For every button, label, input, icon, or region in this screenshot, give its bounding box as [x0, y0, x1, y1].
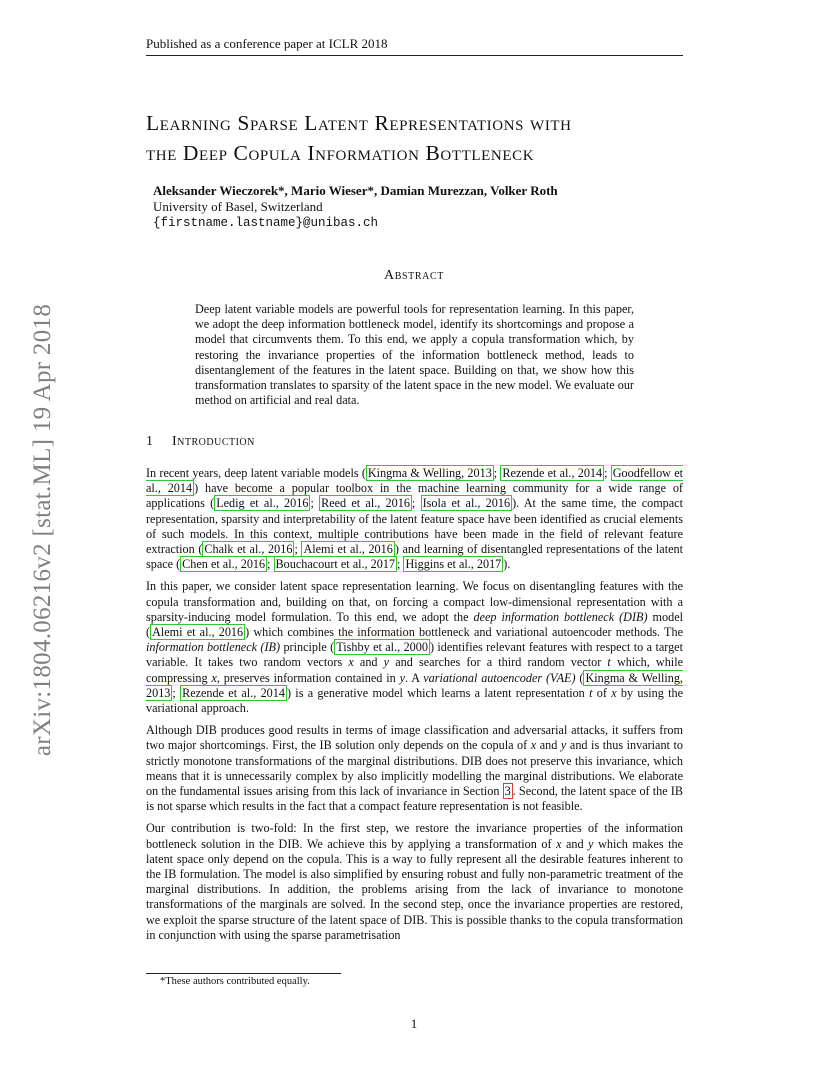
math-variable: y [560, 738, 567, 753]
section-reference-link[interactable]: 3 [504, 784, 511, 799]
separator: ; [411, 496, 421, 511]
text-span: . A [405, 670, 424, 685]
header-rule [146, 55, 683, 56]
title-line-2: the Deep Copula Information Bottleneck [146, 141, 535, 165]
text-span: and [353, 655, 384, 670]
text-span: and searches for a third random vector [389, 655, 608, 670]
math-variable: x [211, 670, 217, 685]
abstract-text: Deep latent variable models are powerful tools for representation learning. In this paper, we adopt the deep information bottleneck model, identify its shortcomings and propose a model that circumvents them. To this end, we apply a copula transformation which, by restoring the invariance properties of the information bottleneck method, leads to disentanglement of the features in the latent space. Building on that, we show how this transformation translates to sparsity of the latent space in the new model. We evaluate our method on artificial and real data. [195, 302, 634, 408]
separator: ; [310, 496, 320, 511]
italic-term: deep information bottleneck (DIB) [473, 609, 648, 624]
citation-link[interactable]: Kingma & Welling, 2013 [367, 466, 492, 480]
text-span: ). [503, 557, 511, 572]
paragraph-3 [146, 723, 683, 814]
author-email: {firstname.lastname}@unibas.ch [153, 216, 379, 230]
text-span: ) have become a popular toolbox in the machine learning community for a wide range of applications ( [146, 481, 683, 511]
text-span: , preserves information contained in [216, 670, 400, 685]
citation-link[interactable]: Bouchacourt et al., 2017 [275, 557, 396, 572]
text-span: of [592, 685, 612, 700]
body-text [146, 466, 683, 950]
citation-link[interactable]: Goodfellow et al., 2014 [146, 466, 683, 496]
citation-link[interactable]: Alemi et al., 2016 [152, 625, 244, 640]
section-heading [146, 434, 255, 450]
text-span: In recent years, deep latent variable models ( [146, 466, 366, 480]
text-span: ). At the same time, the compact representation, sparsity and interpretability of the latent feature space have been identified as crucial elements of such models. In this context, multiple contributions have been made in the field of relevant feature extraction ( [146, 496, 683, 557]
separator: ; [267, 557, 274, 572]
section-title: Introduction [172, 434, 255, 449]
text-span: ( [575, 670, 584, 685]
text-span: and [536, 738, 561, 753]
paper-title [146, 108, 706, 168]
citation-link[interactable]: Chen et al., 2016 [182, 557, 266, 572]
math-variable: t [589, 685, 593, 700]
text-span: ) which combines the information bottleneck and variational autoencoder methods. The [245, 625, 683, 640]
separator: ; [397, 557, 404, 572]
math-variable: x [348, 655, 354, 670]
citation-link[interactable]: Tishby et al., 2000 [336, 640, 428, 655]
text-span: . Second, the latent space of the IB is not sparse which results in the fact that a compact feature representation is not feasible. [146, 784, 683, 814]
citation-link[interactable]: Ledig et al., 2016 [216, 496, 309, 511]
text-span: ) and learning of disentangled representations of the latent space ( [146, 542, 683, 572]
section-number: 1 [146, 434, 154, 449]
math-variable: y [399, 670, 405, 685]
citation-link[interactable]: Chalk et al., 2016 [204, 542, 293, 557]
separator: ; [493, 466, 501, 480]
footnote: *These authors contributed equally. [160, 976, 310, 987]
text-span: Our contribution is two-fold: In the first step, we restore the invariance properties of the information bottleneck solution in the DIB. We achieve this by applying a transformation of [146, 821, 683, 851]
text-span: by using the variational approach. [146, 685, 684, 716]
text-span: In this paper, we consider latent space representation learning. We focus on disentangling features with the copula transformation and, building on that, on forcing a compact low-dimensional representation with a sparsity-inducing model formulation. To this end, we adopt the [146, 579, 683, 624]
paragraph-4 [146, 821, 683, 943]
text-span: Although DIB produces good results in terms of image classification and adversarial attacks, it suffers from two major shortcomings. First, the IB solution only depends on the copula of [146, 723, 683, 753]
separator: ; [294, 542, 302, 557]
math-variable: y [383, 655, 390, 670]
math-variable: y [588, 836, 594, 851]
text-span: principle ( [280, 640, 335, 655]
text-span: and [561, 836, 589, 851]
page-number: 1 [410, 1016, 418, 1031]
citation-link[interactable]: Reed et al., 2016 [321, 496, 410, 511]
citation-link[interactable]: Kingma & Welling, 2013 [146, 670, 683, 700]
citation-link[interactable]: Alemi et al., 2016 [303, 542, 393, 557]
citation-link[interactable]: Isola et al., 2016 [422, 496, 511, 511]
running-header: Published as a conference paper at ICLR 2018 [146, 36, 388, 51]
math-variable: x [556, 836, 562, 851]
paragraph-2 [146, 579, 683, 716]
separator: ; [604, 466, 611, 480]
italic-term: variational autoencoder (VAE) [423, 670, 576, 685]
citation-link[interactable]: Rezende et al., 2014 [502, 466, 603, 480]
abstract-heading: Abstract [384, 268, 444, 283]
footnote-rule [146, 973, 341, 974]
text-span: which makes the latent space only depend on the copula. This is a way to fully represent all the desirable features inherent to the IB formulation. The model is also simplified by ensuring robust and fully non-parametric treatment of the marginal distributions. In addition, the problems arising from the lack of invariance to monotone transformations of the marginals are solved. In the second step, once the invariance properties are restored, we exploit the sparse structure of the latent space of DIB. This is possible thanks to the copula transformation in conjunction with using the sparse parametrisation [146, 836, 683, 942]
citation-link[interactable]: Rezende et al., 2014 [182, 685, 285, 700]
author-affiliation: University of Basel, Switzerland [153, 199, 323, 214]
math-variable: x [611, 685, 617, 700]
citation-link[interactable]: Higgins et al., 2017 [405, 557, 502, 572]
author-block [153, 183, 558, 231]
separator: ; [172, 685, 181, 700]
author-names: Aleksander Wieczorek*, Mario Wieser*, Damian Murezzan, Volker Roth [153, 183, 558, 198]
text-span: model ( [146, 609, 684, 640]
text-span: which, while compressing [146, 655, 683, 685]
math-variable: t [607, 655, 611, 670]
text-span: ) identifies relevant features with respect to a target variable. It takes two random vectors [146, 640, 683, 670]
math-variable: x [530, 738, 537, 753]
title-line-1: Learning Sparse Latent Representations with [146, 111, 572, 135]
arxiv-identifier: arXiv:1804.06216v2 [stat.ML] 19 Apr 2018 [29, 303, 56, 757]
text-span: and is thus invariant to strictly monotone transformations of the marginal distributions. DIB does not preserve this invariance, which means that it is unnecessarily complex by also implicitly modelling the marginal distributions. We elaborate on the fundamental issues arising from this lack of invariance in Section [146, 738, 683, 799]
italic-term: information bottleneck (IB) [146, 640, 281, 655]
text-span: ) is a generative model which learns a latent representation [286, 685, 590, 700]
paragraph-1 [146, 466, 683, 572]
